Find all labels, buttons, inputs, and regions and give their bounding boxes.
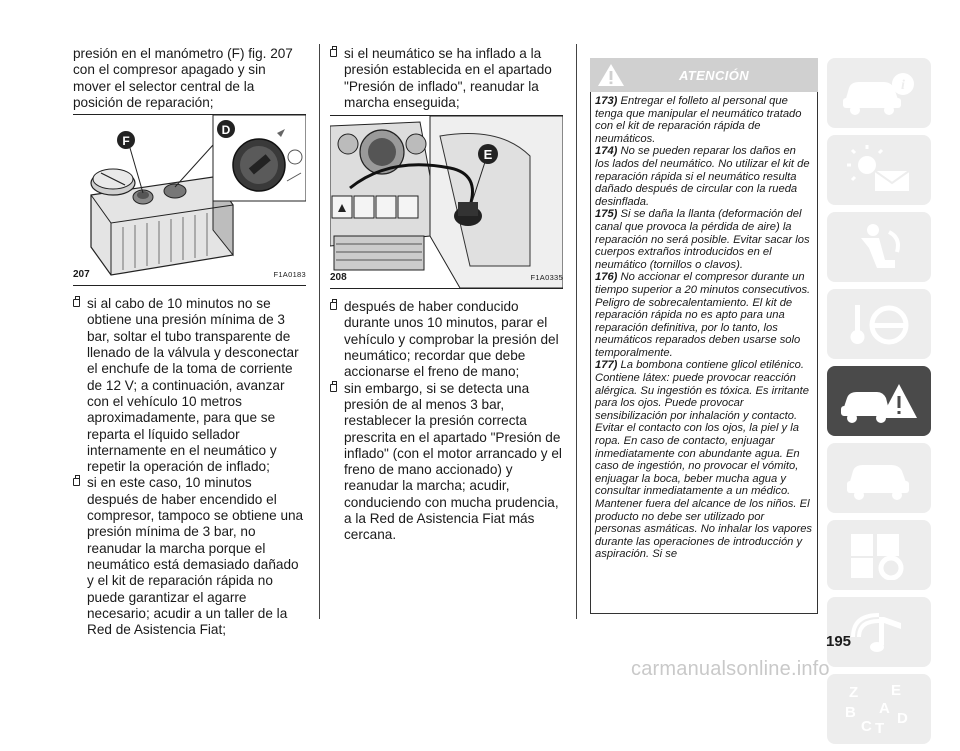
bullet-item: si el neumático se ha inflado a la presión establecida en el apartado "Presión de inflado", reanudar la marcha enseguida; <box>330 46 563 111</box>
column-divider <box>319 44 320 619</box>
bullet-item: después de haber conducido durante unos 10 minutos, parar el vehículo y comprobar la presión del neumático; recordar que debe accionarse el freno de mano; <box>330 299 563 380</box>
svg-text:T: T <box>875 720 885 737</box>
bullet-item: si al cabo de 10 minutos no se obtiene una presión mínima de 3 bar, soltar el tubo transparente de llenado de la válvula y desconectar el enchufe de la toma de corriente de 12 V; a continuación, avanzar con el vehículo 10 metros aproximadamente, para que se reparta el líquido sellador internamente en el neumático y repetir la operación de inflado; <box>73 296 306 475</box>
nav-index[interactable] <box>827 674 931 744</box>
attention-header <box>590 58 818 92</box>
car-maintenance-icon <box>839 453 919 503</box>
checkbox-icon <box>330 384 337 392</box>
compressor-illustration <box>73 115 306 285</box>
figure-207 <box>73 114 306 286</box>
svg-text:D: D <box>897 710 908 727</box>
figure-code: F1A0335 <box>530 272 563 282</box>
svg-text:i: i <box>901 78 905 93</box>
label-e: E <box>483 147 493 163</box>
warning-lights-icon <box>839 145 919 195</box>
nav-multimedia[interactable] <box>827 597 931 667</box>
label-d: D <box>221 123 231 138</box>
warning-triangle-icon <box>596 62 626 88</box>
figure-number: 207 <box>73 268 90 280</box>
nav-warning-lights[interactable] <box>827 135 931 205</box>
svg-text:E: E <box>891 682 902 699</box>
nav-safety[interactable] <box>827 212 931 282</box>
svg-text:A: A <box>879 700 890 717</box>
warning-item: 175) Si se daña la llanta (deformación del canal que provoca la pérdida de aire) la reparación no será posible. Evitar sacar los cuerpos extraños introducidos en el neumático (tornillos o clavos). <box>595 208 810 271</box>
figure-208 <box>330 115 563 289</box>
nav-emergency[interactable] <box>827 366 931 436</box>
dashboard-socket-illustration <box>330 116 563 288</box>
page-number: 195 <box>826 633 852 650</box>
car-emergency-icon <box>839 376 919 426</box>
attention-box <box>590 58 818 614</box>
figure-number: 208 <box>330 271 347 283</box>
warning-item: 177) La bombona contiene glicol etilénico. Contiene látex: puede provocar reacción alérgica. Su ingestión es tóxica. Es irritante para los ojos. Puede provocar sensibilización por inhalación y contacto. Evitar el contacto con los ojos, la piel y la ropa. En caso de contacto, enjuagar inmediatamente con abundante agua. En caso de ingestión, no provocar el vómito, enjuagar la boca, beber mucha agua y consultar inmediatamente a un médico. Mantener fuera del alcance de los niños. El producto no debe ser utilizado por personas asmáticas. No inhalar los vapores durante las operaciones de introducción y aspiración. Si se <box>595 359 813 561</box>
watermark: carmanualsonline.info <box>631 658 830 680</box>
checkbox-icon <box>73 478 80 486</box>
index-icon <box>839 679 919 739</box>
warning-item: 173) Entregar el folleto al personal que tenga que manipular el neumático tratado con el kit de reparación rápida de neumáticos. <box>595 95 802 145</box>
attention-title: ATENCIÓN <box>678 67 750 83</box>
svg-text:B: B <box>845 704 856 721</box>
checkbox-icon <box>330 302 337 310</box>
checkbox-icon <box>73 299 80 307</box>
checkbox-icon <box>330 49 337 57</box>
nav-maintenance[interactable] <box>827 443 931 513</box>
seat-airbag-icon <box>839 222 919 272</box>
car-info-icon <box>839 68 919 118</box>
bullet-item: sin embargo, si se detecta una presión de al menos 3 bar, restablecer la presión correcta prescrita en el apartado "Presión de inflado" (con el motor arrancado y el freno de mano accionado) y reanudar la marcha; acudir, conduciendo con mucha prudencia, a la Red de Asistencia Fiat más cercana. <box>330 381 563 544</box>
bullet-item: si en este caso, 10 minutos después de haber encendido el compresor, tampoco se obtiene una presión mínima de 3 bar, no reanudar la marcha porque el neumático está demasiado dañado y el kit de reparación rápida no puede garantizar el agarre necesario; acudir a un taller de la Red de Asistencia Fiat; <box>73 475 306 638</box>
figure-code: F1A0183 <box>273 269 306 279</box>
svg-text:C: C <box>861 718 872 735</box>
intro-text: presión en el manómetro (F) fig. 207 con el compresor apagado y sin mover el selector central de la posición de reparación; <box>73 46 293 110</box>
warning-item: 176) No accionar el compresor durante un tiempo superior a 20 minutos consecutivos. Peligro de sobrecalentamiento. El kit de reparación rápida no es apto para una reparación definitiva, por lo tanto, los neumáticos reparados deben usarse solo temporalmente. <box>595 271 811 359</box>
nav-car-info[interactable] <box>827 58 931 128</box>
middle-column <box>330 46 563 544</box>
label-f: F <box>122 134 130 149</box>
technical-data-icon <box>839 530 919 580</box>
nav-technical-data[interactable] <box>827 520 931 590</box>
svg-text:Z: Z <box>849 684 859 701</box>
column-divider <box>576 44 577 619</box>
nav-starting-driving[interactable] <box>827 289 931 359</box>
left-column <box>73 46 306 638</box>
key-steering-icon <box>839 299 919 349</box>
attention-body <box>590 92 818 614</box>
warning-item: 174) No se pueden reparar los daños en los lados del neumático. No utilizar el kit de reparación rápida si el neumático resulta dañado después de circular con la rueda desinflada. <box>595 145 810 208</box>
